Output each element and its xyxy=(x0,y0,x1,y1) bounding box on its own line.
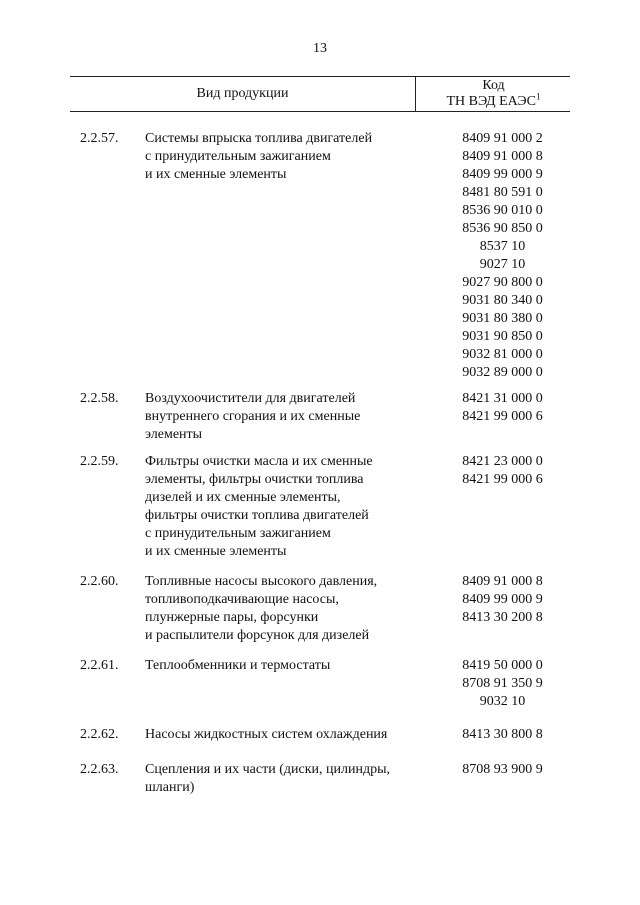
tn-ved-codes xyxy=(435,573,570,645)
product-name-line: и их сменные элементы xyxy=(145,544,287,559)
tn-ved-codes xyxy=(435,657,570,711)
tn-ved-code: 8708 91 350 9 xyxy=(462,676,543,691)
header-product-type: Вид продукции xyxy=(196,86,289,101)
row-number: 2.2.58. xyxy=(80,391,119,406)
product-name-line: топливоподкачивающие насосы, xyxy=(145,592,339,607)
product-name-line: внутреннего сгорания и их сменные xyxy=(145,409,361,424)
tn-ved-code: 8413 30 800 8 xyxy=(462,727,543,742)
tn-ved-code: 8536 90 010 0 xyxy=(462,203,543,218)
tn-ved-code: 8419 50 000 0 xyxy=(462,658,543,673)
product-name-line: элементы, фильтры очистки топлива xyxy=(145,472,364,487)
tn-ved-code: 8708 93 900 9 xyxy=(462,762,543,777)
tn-ved-code: 8409 91 000 8 xyxy=(462,149,543,164)
tn-ved-code: 8537 10 xyxy=(479,239,526,254)
tn-ved-code: 9031 90 850 0 xyxy=(462,329,543,344)
tn-ved-code: 8409 91 000 8 xyxy=(462,574,543,589)
tn-ved-code: 8421 23 000 0 xyxy=(462,454,543,469)
page-number: 13 xyxy=(313,41,327,56)
tn-ved-code: 8481 80 591 0 xyxy=(462,185,543,200)
product-name xyxy=(145,726,435,744)
tn-ved-code: 8409 91 000 2 xyxy=(462,131,543,146)
product-name-line: Сцепления и их части (диски, цилиндры, xyxy=(145,762,390,777)
tn-ved-code: 8421 31 000 0 xyxy=(462,391,543,406)
row-number: 2.2.63. xyxy=(80,762,119,777)
product-name-line: и распылители форсунок для дизелей xyxy=(145,628,370,643)
tn-ved-codes xyxy=(435,453,570,561)
tn-ved-code: 9031 80 340 0 xyxy=(462,293,543,308)
product-name-line: элементы xyxy=(145,427,203,442)
table-row xyxy=(70,761,570,797)
tn-ved-code: 8409 99 000 9 xyxy=(462,167,543,182)
product-name xyxy=(145,657,435,711)
product-name-line: с принудительным зажиганием xyxy=(145,149,331,164)
product-name-line: плунжерные пары, форсунки xyxy=(145,610,319,625)
product-name xyxy=(145,453,435,561)
tn-ved-code: 8421 99 000 6 xyxy=(462,409,543,424)
product-name xyxy=(145,761,435,797)
row-number: 2.2.60. xyxy=(80,574,119,589)
product-name xyxy=(145,573,435,645)
product-name xyxy=(145,390,435,444)
tn-ved-codes xyxy=(435,761,570,797)
product-name-line: с принудительным зажиганием xyxy=(145,526,331,541)
row-number: 2.2.62. xyxy=(80,727,119,742)
header-code-footnote: 1 xyxy=(536,91,541,102)
tn-ved-codes xyxy=(435,130,570,382)
header-code-line2 xyxy=(446,91,541,110)
product-name-line: Фильтры очистки масла и их сменные xyxy=(145,454,373,469)
product-name xyxy=(145,130,435,382)
product-name-line: фильтры очистки топлива двигателей xyxy=(145,508,369,523)
tn-ved-code: 9032 81 000 0 xyxy=(462,347,543,362)
product-name-line: дизелей и их сменные элементы, xyxy=(145,490,341,505)
table-row xyxy=(70,453,570,561)
product-name-line: Насосы жидкостных систем охлаждения xyxy=(145,727,388,742)
header-code-label: ТН ВЭД ЕАЭС xyxy=(446,94,536,109)
product-name-line: Теплообменники и термостаты xyxy=(145,658,331,673)
product-name-line: шланги) xyxy=(145,780,195,795)
tn-ved-code: 9032 10 xyxy=(479,694,526,709)
table-row xyxy=(70,573,570,645)
table-row xyxy=(70,657,570,711)
tn-ved-code: 8536 90 850 0 xyxy=(462,221,543,236)
tn-ved-code: 9027 10 xyxy=(479,257,526,272)
header-code-line1: Код xyxy=(482,78,505,93)
table-row xyxy=(70,130,570,382)
tn-ved-codes xyxy=(435,726,570,744)
tn-ved-code: 8409 99 000 9 xyxy=(462,592,543,607)
product-name-line: Воздухоочистители для двигателей xyxy=(145,391,356,406)
tn-ved-code: 8421 99 000 6 xyxy=(462,472,543,487)
tn-ved-code: 8413 30 200 8 xyxy=(462,610,543,625)
tn-ved-code: 9027 90 800 0 xyxy=(462,275,543,290)
header-code xyxy=(415,77,571,111)
table-row xyxy=(70,726,570,744)
tn-ved-codes xyxy=(435,390,570,444)
product-name-line: и их сменные элементы xyxy=(145,167,287,182)
tn-ved-code: 9032 89 000 0 xyxy=(462,365,543,380)
tn-ved-code: 9031 80 380 0 xyxy=(462,311,543,326)
product-name-line: Системы впрыска топлива двигателей xyxy=(145,131,373,146)
row-number: 2.2.61. xyxy=(80,658,119,673)
table-row xyxy=(70,390,570,444)
row-number: 2.2.57. xyxy=(80,131,119,146)
row-number: 2.2.59. xyxy=(80,454,119,469)
product-name-line: Топливные насосы высокого давления, xyxy=(145,574,378,589)
table-header xyxy=(70,76,570,112)
